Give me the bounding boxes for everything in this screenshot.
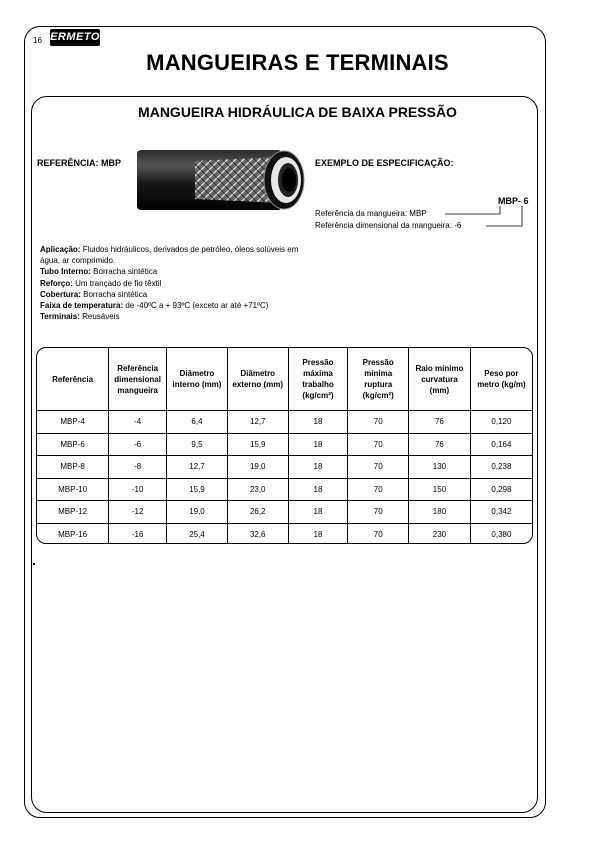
column-header: Diâmetro interno (mm) bbox=[167, 348, 228, 411]
table-cell: MBP-10 bbox=[37, 478, 109, 501]
column-header: Peso por metro (kg/m) bbox=[470, 348, 532, 411]
table-row bbox=[37, 478, 532, 501]
table-cell: 18 bbox=[288, 478, 348, 501]
table-cell: -4 bbox=[109, 411, 167, 434]
table-cell: -10 bbox=[109, 478, 167, 501]
table-row bbox=[37, 523, 532, 544]
column-header: Referência dimensional mangueira bbox=[109, 348, 167, 411]
reference-label: REFERÊNCIA: MBP bbox=[37, 158, 122, 168]
table-cell: 25,4 bbox=[167, 523, 228, 544]
column-header: Pressão mínima ruptura (kg/cm²) bbox=[348, 348, 409, 411]
table-cell: -16 bbox=[109, 523, 167, 544]
table-cell: 70 bbox=[348, 433, 409, 456]
stray-mark bbox=[33, 563, 35, 565]
table-cell: 18 bbox=[288, 433, 348, 456]
table-cell: 18 bbox=[288, 411, 348, 434]
table-cell: 70 bbox=[348, 478, 409, 501]
table-cell: 6,4 bbox=[167, 411, 228, 434]
table-header-row bbox=[37, 348, 532, 411]
desc-line: Tubo Interno: Borracha sintética bbox=[40, 267, 158, 277]
table-cell: MBP-8 bbox=[37, 456, 109, 479]
desc-line: Aplicação: Fluidos hidráulicos, derivados de petróleo, óleos solúveis em água, ar comprimido. bbox=[40, 245, 299, 266]
table-cell: 0,164 bbox=[470, 433, 532, 456]
table-cell: 18 bbox=[288, 523, 348, 544]
desc-line: Cobertura: Borracha sintética bbox=[40, 289, 148, 299]
table-cell: MBP-16 bbox=[37, 523, 109, 544]
table-cell: 15,9 bbox=[167, 478, 228, 501]
table-cell: 180 bbox=[409, 501, 471, 524]
table-row bbox=[37, 501, 532, 524]
table-cell: 70 bbox=[348, 501, 409, 524]
table-cell: -8 bbox=[109, 456, 167, 479]
spec-example-label: EXEMPLO DE ESPECIFICAÇÃO: bbox=[315, 158, 454, 168]
table-row bbox=[37, 456, 532, 479]
table-cell: 18 bbox=[288, 456, 348, 479]
desc-line: Faixa de temperatura: de -40ºC a + 93ºC (exceto ar até +71ºC) bbox=[40, 301, 269, 311]
table-row bbox=[37, 433, 532, 456]
brand-logo: ERMETO bbox=[50, 29, 100, 46]
table-row bbox=[37, 411, 532, 434]
spec-dimensional-reference: Referência dimensional da mangueira: -6 bbox=[315, 221, 462, 230]
table-cell: 70 bbox=[348, 523, 409, 544]
table-cell: 0,238 bbox=[470, 456, 532, 479]
column-header: Raio mínimo curvatura (mm) bbox=[409, 348, 471, 411]
table-cell: 19,0 bbox=[167, 501, 228, 524]
spec-code: MBP- 6 bbox=[498, 196, 529, 206]
table-cell: -12 bbox=[109, 501, 167, 524]
table-cell: 23,0 bbox=[227, 478, 288, 501]
table-cell: 0,120 bbox=[470, 411, 532, 434]
table-cell: 18 bbox=[288, 501, 348, 524]
table-cell: 230 bbox=[409, 523, 471, 544]
table-cell: 0,298 bbox=[470, 478, 532, 501]
section-title: MANGUEIRA HIDRÁULICA DE BAIXA PRESSÃO bbox=[138, 104, 457, 120]
table-cell: -6 bbox=[109, 433, 167, 456]
desc-line: Reforço: Um trançado de fio têxtil bbox=[40, 278, 162, 288]
spec-hose-reference: Referência da mangueira: MBP bbox=[315, 209, 427, 218]
table-cell: 9,5 bbox=[167, 433, 228, 456]
table-cell: 130 bbox=[409, 456, 471, 479]
page-number: 16 bbox=[33, 36, 42, 45]
table-cell: 70 bbox=[348, 456, 409, 479]
specs-table bbox=[36, 347, 533, 544]
table-cell: 150 bbox=[409, 478, 471, 501]
page-title: MANGUEIRAS E TERMINAIS bbox=[146, 50, 449, 75]
column-header: Referência bbox=[37, 348, 109, 411]
table-cell: 76 bbox=[409, 411, 471, 434]
table-cell: 0,342 bbox=[470, 501, 532, 524]
table-cell: MBP-12 bbox=[37, 501, 109, 524]
column-header: Diâmetro externo (mm) bbox=[227, 348, 288, 411]
hose-description bbox=[40, 244, 300, 322]
table-cell: 0,380 bbox=[491, 529, 512, 539]
table-cell: 12,7 bbox=[227, 411, 288, 434]
table-cell: 70 bbox=[348, 411, 409, 434]
table-cell: 32,6 bbox=[227, 523, 288, 544]
table-cell: 26,2 bbox=[227, 501, 288, 524]
desc-line: Terminais: Reusáveis bbox=[40, 312, 120, 322]
table-cell: MBP-4 bbox=[37, 411, 109, 434]
table-cell: 19,0 bbox=[227, 456, 288, 479]
table-cell: 15,9 bbox=[227, 433, 288, 456]
column-header: Pressão máxima trabalho (kg/cm²) bbox=[288, 348, 348, 411]
table-cell: MBP-6 bbox=[37, 433, 109, 456]
table-cell: 12,7 bbox=[167, 456, 228, 479]
table-cell: 76 bbox=[409, 433, 471, 456]
